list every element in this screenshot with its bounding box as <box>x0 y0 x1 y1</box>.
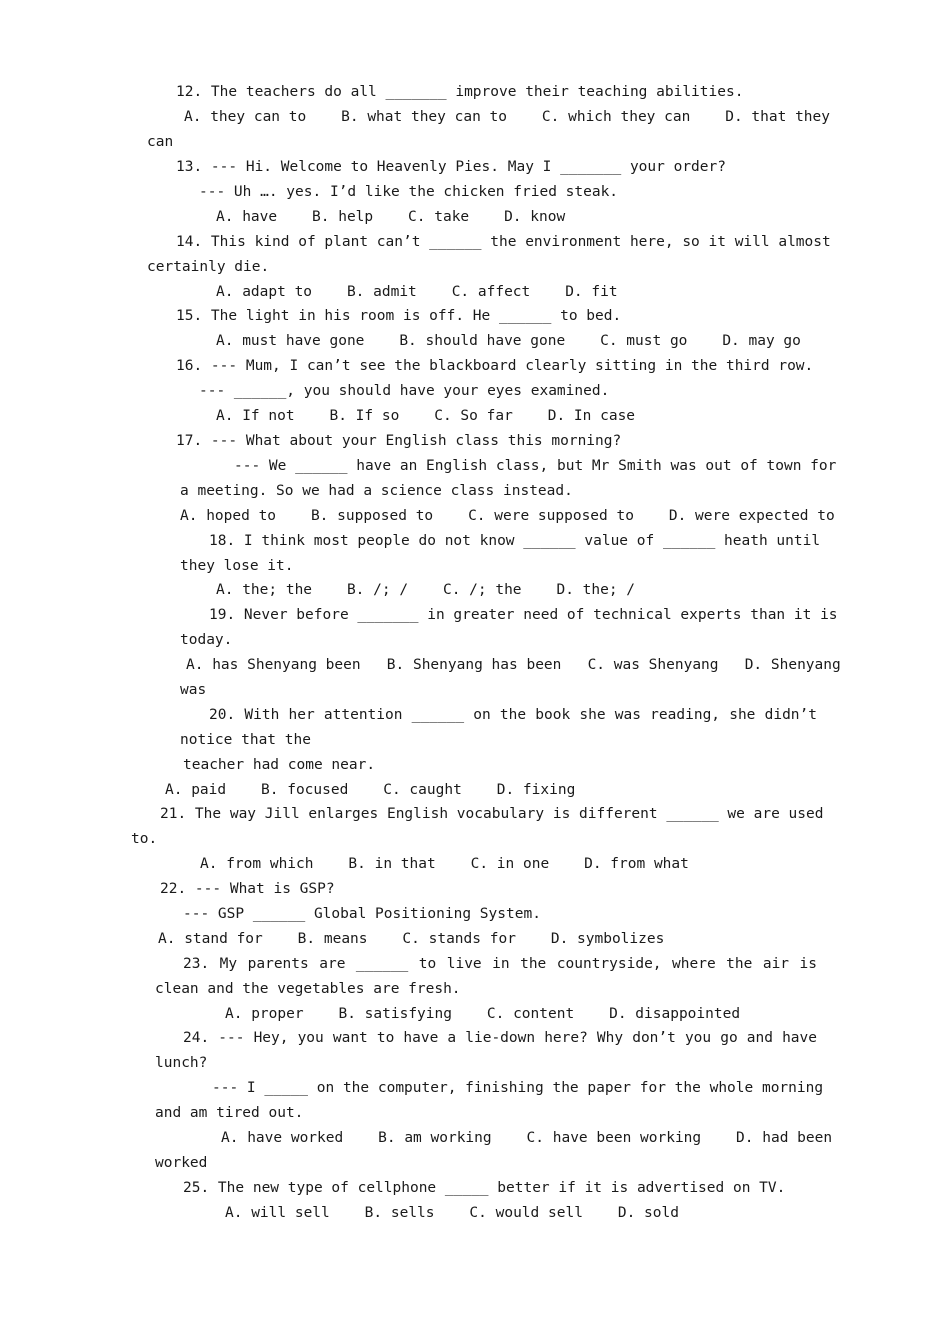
q17-reply: --- We ______ have an English class, but Mr Smith was out of town for <box>234 458 837 474</box>
q22-reply: --- GSP ______ Global Positioning System. <box>183 906 541 922</box>
question-25: 25. The new type of cellphone _____ better if it is advertised on TV. <box>183 1180 786 1196</box>
q19-options: A. has Shenyang been B. Shenyang has been C. was Shenyang D. Shenyang <box>186 657 841 673</box>
q18-options: A. the; the B. /; / C. /; the D. the; / <box>216 582 636 598</box>
q12-options: A. they can to B. what they can to C. which they can D. that they <box>184 109 831 125</box>
question-14: 14. This kind of plant can’t ______ the environment here, so it will almost <box>176 234 831 250</box>
question-18: 18. I think most people do not know ______ value of ______ heath until <box>209 533 821 549</box>
q23-options: A. proper B. satisfying C. content D. disappointed <box>225 1006 741 1022</box>
q19-options-cont: was <box>180 682 207 698</box>
question-18-cont: they lose it. <box>180 558 294 574</box>
q20-options: A. paid B. focused C. caught D. fixing <box>165 782 576 798</box>
question-20: 20. With her attention ______ on the book she was reading, she didn’t <box>209 707 817 723</box>
question-14-cont: certainly die. <box>147 259 270 275</box>
q24-reply: --- I _____ on the computer, finishing the paper for the whole morning <box>212 1080 824 1096</box>
question-13: 13. --- Hi. Welcome to Heavenly Pies. May I _______ your order? <box>176 159 726 175</box>
q24-options-cont: worked <box>155 1155 208 1171</box>
question-20-cont: notice that the <box>180 732 311 748</box>
question-16: 16. --- Mum, I can’t see the blackboard clearly sitting in the third row. <box>176 358 814 374</box>
q13-reply: --- Uh …. yes. I’d like the chicken fried steak. <box>199 184 619 200</box>
q17-reply-cont: a meeting. So we had a science class instead. <box>180 483 573 499</box>
q16-reply: --- ______, you should have your eyes examined. <box>199 383 610 399</box>
question-24-cont: lunch? <box>155 1055 208 1071</box>
q24-reply-cont: and am tired out. <box>155 1105 304 1121</box>
q24-options: A. have worked B. am working C. have been working D. had been <box>221 1130 833 1146</box>
q14-options: A. adapt to B. admit C. affect D. fit <box>216 284 618 300</box>
q12-options-cont: can <box>147 134 174 150</box>
question-21-cont: to. <box>131 831 158 847</box>
question-21: 21. The way Jill enlarges English vocabulary is different ______ we are used <box>160 806 824 822</box>
question-23: 23. My parents are ______ to live in the countryside, where the air is <box>183 956 817 972</box>
q15-options: A. must have gone B. should have gone C. must go D. may go <box>216 333 801 349</box>
question-19: 19. Never before _______ in greater need of technical experts than it is <box>209 607 838 623</box>
q22-options: A. stand for B. means C. stands for D. symbolizes <box>158 931 665 947</box>
question-15: 15. The light in his room is off. He ______ to bed. <box>176 308 622 324</box>
question-24: 24. --- Hey, you want to have a lie-down here? Why don’t you go and have <box>183 1030 817 1046</box>
question-22: 22. --- What is GSP? <box>160 881 335 897</box>
question-19-cont: today. <box>180 632 233 648</box>
q21-options: A. from which B. in that C. in one D. from what <box>200 856 689 872</box>
q17-options: A. hoped to B. supposed to C. were supposed to D. were expected to <box>180 508 835 524</box>
question-12: 12. The teachers do all _______ improve their teaching abilities. <box>176 84 744 100</box>
q13-options: A. have B. help C. take D. know <box>216 209 566 225</box>
question-23-cont: clean and the vegetables are fresh. <box>155 981 461 997</box>
q16-options: A. If not B. If so C. So far D. In case <box>216 408 636 424</box>
q25-options: A. will sell B. sells C. would sell D. sold <box>225 1205 679 1221</box>
question-17: 17. --- What about your English class this morning? <box>176 433 622 449</box>
question-20-cont2: teacher had come near. <box>183 757 376 773</box>
